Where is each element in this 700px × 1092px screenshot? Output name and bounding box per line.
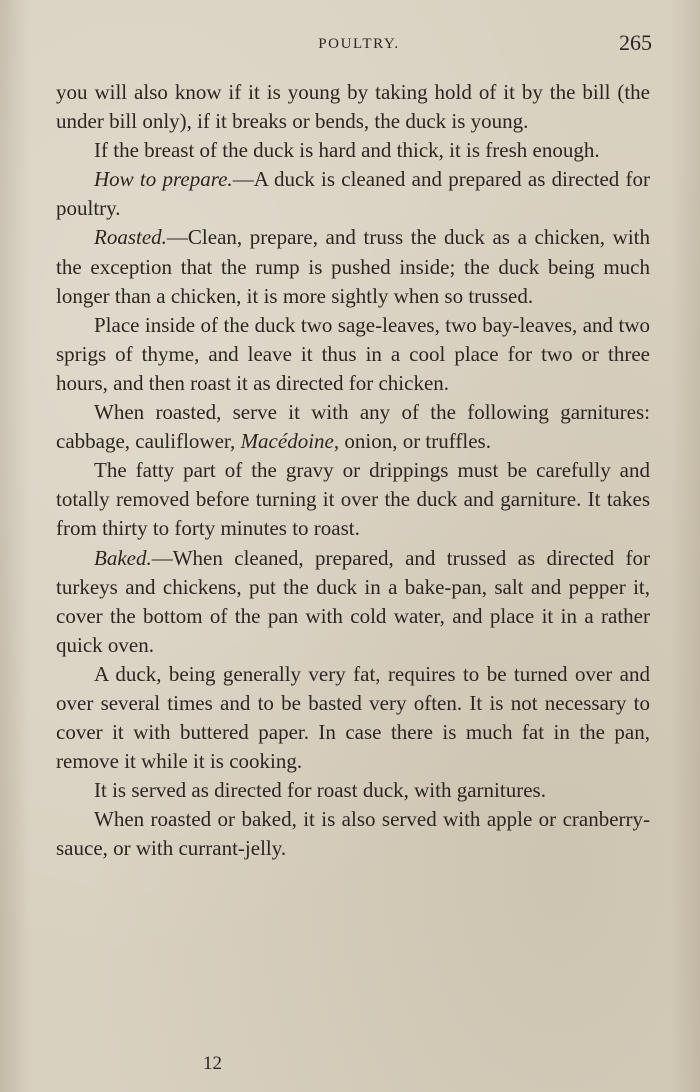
paragraph-lead: Roasted.: [94, 225, 167, 250]
running-head: [56, 30, 652, 60]
paragraph-garnitures: [56, 398, 650, 456]
paragraph-text: —When cleaned, prepared, and trussed as directed for turkeys and chickens, put the duck in a bake-pan, salt and pepper it, cover the bottom of the pan with cold water, and place it in a rather quick oven.: [56, 545, 650, 657]
paragraph-baked: [56, 544, 650, 660]
paragraph-lead: Baked.: [94, 545, 152, 570]
body-text: [56, 78, 650, 864]
paragraph-text: It is served as directed for roast duck, with garnitures.: [94, 778, 546, 803]
italic-term: Macédoine: [240, 429, 334, 454]
paragraph-text: —A duck is cleaned and prepared as directed for poultry.: [56, 167, 651, 221]
paragraph-text: A duck, being generally very fat, requires to be turned over and over several times and to be basted very often. It is not necessary to cover it with buttered paper. In case there is much fat in the pan, remove it while it is cooking.: [56, 661, 650, 774]
paragraph-text: you will also know if it is young by taking hold of it by the bill (the under bill only), if it breaks or bends, the duck is young.: [56, 80, 650, 134]
paragraph-how-to-prepare: [56, 165, 650, 223]
paragraph-text: —Clean, prepare, and truss the duck as a chicken, with the exception that the rump is pushed inside; the duck being much longer than a chicken, it is more sightly when so trussed.: [56, 225, 650, 308]
paragraph-freshness: [56, 136, 650, 165]
paragraph-fatty-part: [56, 456, 650, 543]
paragraph-sage-leaves: [56, 311, 650, 398]
paragraph-sauces: [56, 805, 650, 863]
paragraph-text: If the breast of the duck is hard and thick, it is fresh enough.: [94, 138, 600, 163]
paragraph-lead: How to prepare.: [94, 167, 233, 192]
paragraph-text: The fatty part of the gravy or drippings must be carefully and totally removed before turning it over the duck and garniture. It takes from thirty to forty minutes to roast.: [56, 458, 650, 541]
section-title: POULTRY.: [318, 36, 400, 52]
paragraph-serving: [56, 776, 650, 805]
paragraph-continuation: [56, 78, 650, 136]
paragraph-text: Place inside of the duck two sage-leaves, two bay-leaves, and two sprigs of thyme, and leave it thus in a cool place for two or three hours, and then roast it as directed for chicken.: [56, 312, 650, 395]
page-number: 265: [619, 30, 652, 55]
paragraph-text: When roasted, serve it with any of the following garnitures: cabbage, cauliflower, Macédoine, onion, or truffles.: [56, 400, 650, 454]
paragraph-roasted: [56, 223, 650, 310]
paragraph-basting: [56, 660, 650, 776]
signature-mark: 12: [203, 1053, 222, 1074]
paragraph-text: When roasted or baked, it is also served with apple or cranberry-sauce, or with currant-jelly.: [56, 807, 650, 861]
